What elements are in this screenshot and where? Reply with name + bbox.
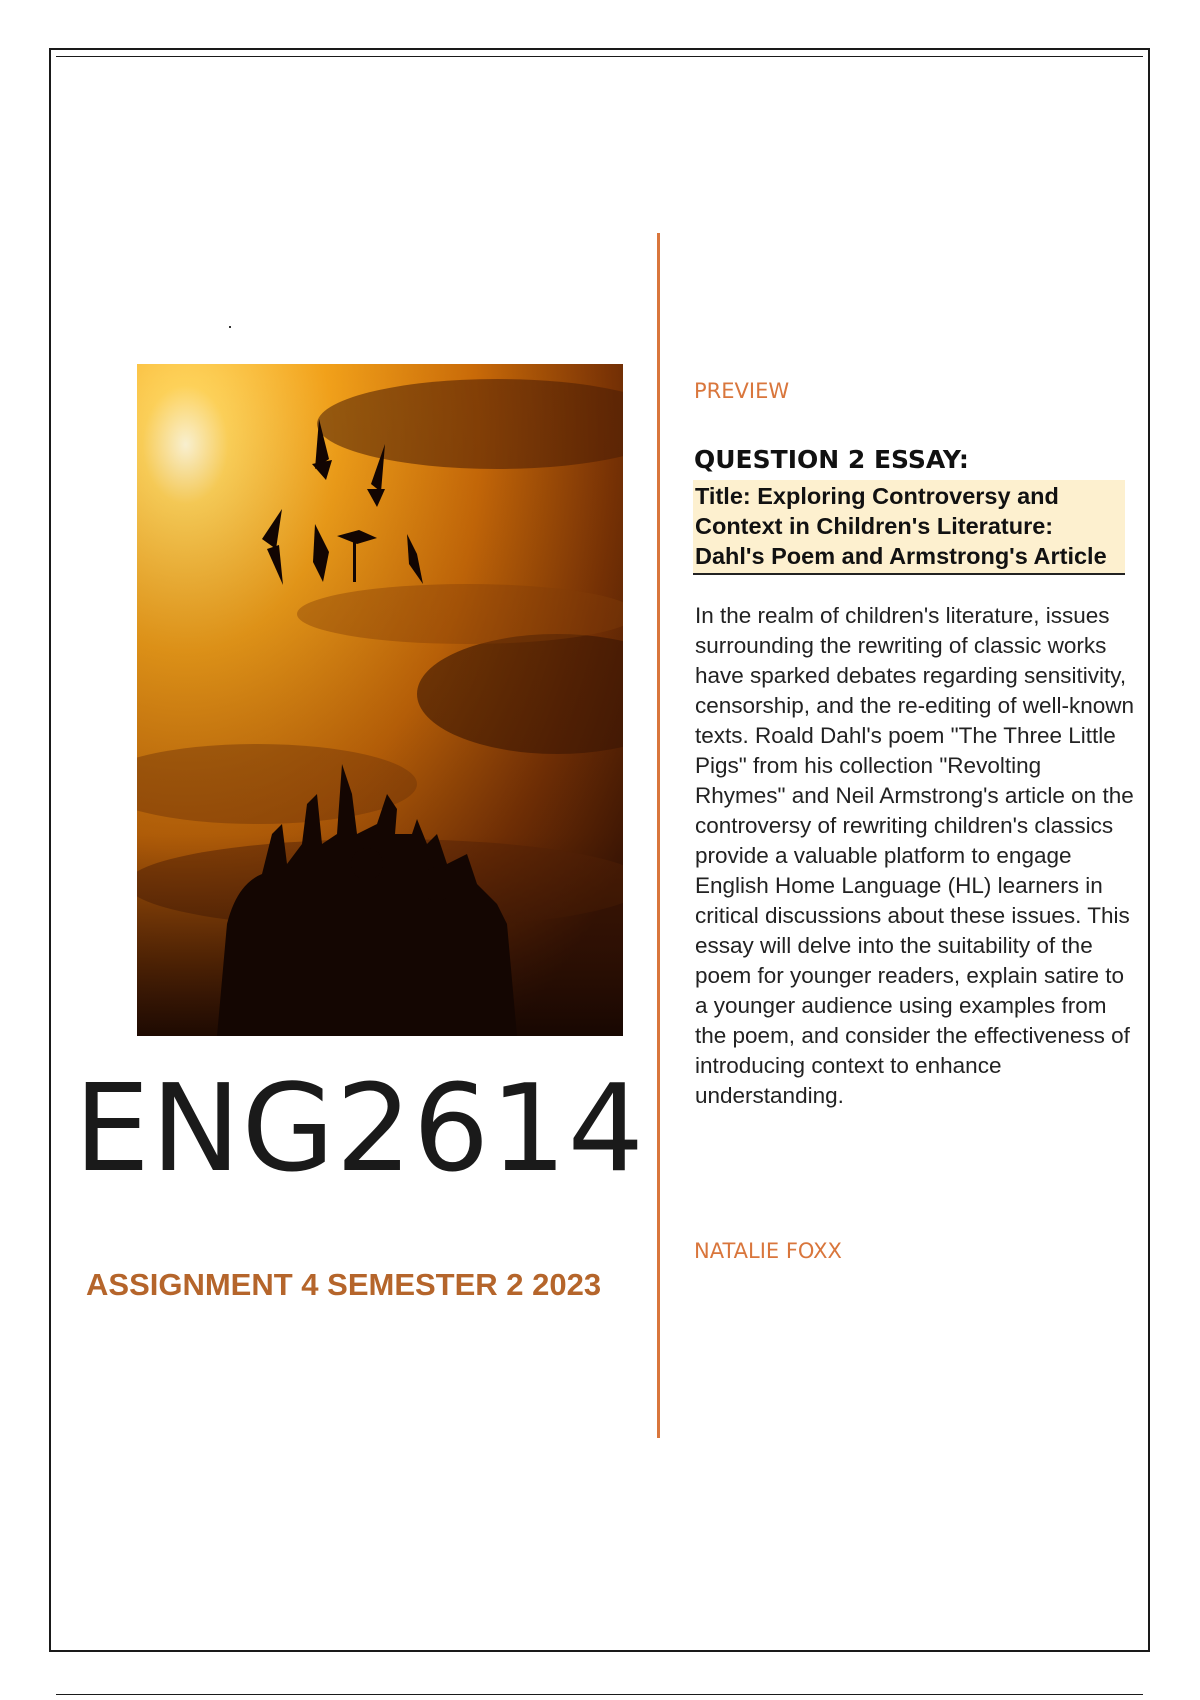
page-bottom-rule <box>56 1694 1143 1695</box>
author-name: NATALIE FOXX <box>694 1239 842 1263</box>
essay-body: In the realm of children's literature, issues surrounding the rewriting of classic works have sparked debates regarding sensitivity, censorship, and the re-editing of well-known texts. Roald Dahl's poem "The Three Little Pigs" from his collection "Revolting Rhymes" and Neil Armstrong's article on the controversy of rewriting children's classics provide a valuable platform to engage English Home Language (HL) learners in critical discussions about these issues. This essay will delve into the suitability of the poem for younger readers, explain satire to a younger audience using examples from the poem, and consider the effectiveness of introducing context to enhance understanding. <box>695 603 1134 1108</box>
course-code: ENG2614 <box>74 1060 645 1199</box>
preview-label: PREVIEW <box>694 379 790 403</box>
essay-title-box <box>693 480 1125 575</box>
stray-dot <box>229 326 231 328</box>
vertical-divider <box>657 233 660 1438</box>
cover-image <box>137 364 623 1036</box>
essay-title: Title: Exploring Controversy and Context in Children's Literature: Dahl's Poem and Armstrong's Article <box>695 483 1107 569</box>
question-heading: QUESTION 2 ESSAY: <box>694 445 969 474</box>
page-border-top-rule <box>56 56 1143 57</box>
assignment-line: ASSIGNMENT 4 SEMESTER 2 2023 <box>86 1267 602 1302</box>
